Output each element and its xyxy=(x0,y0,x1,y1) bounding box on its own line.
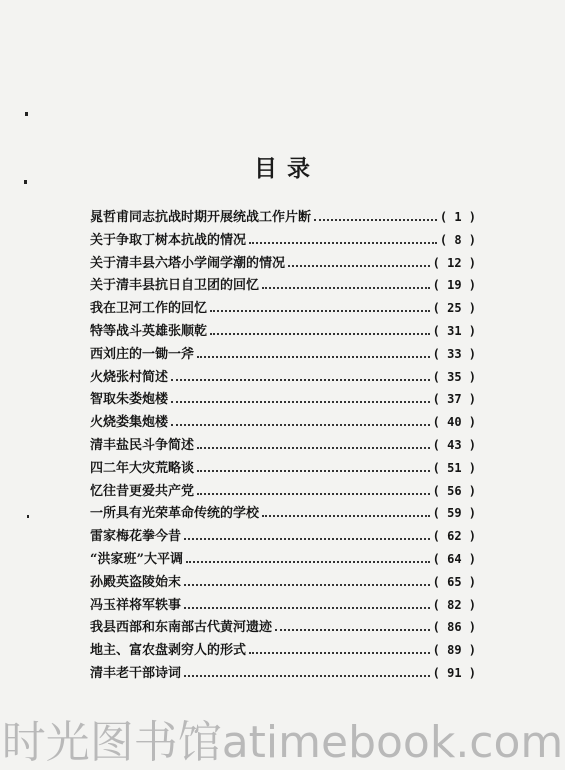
toc-entry-title: 火烧张村简述 xyxy=(90,369,169,385)
toc-entry xyxy=(90,411,476,434)
toc-entry-page-number: ( 91 ) xyxy=(432,665,476,680)
dot-leader xyxy=(275,629,430,631)
dot-leader xyxy=(171,379,430,381)
toc-entry xyxy=(90,343,476,366)
toc-entry-title: 一所具有光荣革命传统的学校 xyxy=(90,506,260,522)
dot-leader xyxy=(210,333,430,335)
dot-leader xyxy=(186,561,430,563)
toc-entry xyxy=(90,366,476,389)
toc-entry-page-number: ( 86 ) xyxy=(432,620,476,635)
dot-leader xyxy=(288,265,430,267)
dot-leader xyxy=(171,401,430,403)
toc-entry xyxy=(90,434,476,457)
dot-leader xyxy=(262,515,430,517)
toc-entry-page-number: ( 37 ) xyxy=(432,392,476,407)
toc-entry-title: 我在卫河工作的回忆 xyxy=(90,301,208,317)
toc-entry-page-number: ( 12 ) xyxy=(432,255,476,270)
toc-entry xyxy=(90,320,476,343)
toc-entry xyxy=(90,206,476,229)
toc-entry-page-number: ( 40 ) xyxy=(432,415,476,430)
toc-entry-title: 关于清丰县抗日自卫团的回忆 xyxy=(90,278,260,294)
toc-entry xyxy=(90,639,476,662)
toc-entry-title: 忆往昔更爱共产党 xyxy=(90,483,195,499)
toc-entry-title: 我县西部和东南部古代黄河遗迹 xyxy=(90,620,273,636)
toc-entry xyxy=(90,229,476,252)
dot-leader xyxy=(197,356,430,358)
toc-entry-page-number: ( 64 ) xyxy=(432,551,476,566)
toc-entry-title: 清丰老干部诗词 xyxy=(90,665,182,681)
toc-entry-page-number: ( 51 ) xyxy=(432,460,476,475)
page-title: 目 录 xyxy=(253,155,311,182)
toc-entry-page-number: ( 82 ) xyxy=(432,597,476,612)
dot-leader xyxy=(197,493,430,495)
toc-entry-title: 西刘庄的一锄一斧 xyxy=(90,346,195,362)
scan-speck xyxy=(27,515,29,518)
dot-leader xyxy=(262,287,430,289)
toc-entry-title: 清丰盐民斗争简述 xyxy=(90,437,195,453)
dot-leader xyxy=(197,447,430,449)
toc-entry-page-number: ( 31 ) xyxy=(432,323,476,338)
dot-leader xyxy=(197,470,430,472)
dot-leader xyxy=(249,242,437,244)
dot-leader xyxy=(171,424,430,426)
dot-leader xyxy=(184,538,430,540)
toc-entry-title: 地主、富农盘剥穷人的形式 xyxy=(90,643,247,659)
toc-entry-title: 冯玉祥将军轶事 xyxy=(90,597,182,613)
toc-entry xyxy=(90,274,476,297)
dot-leader xyxy=(210,310,430,312)
toc-entry-title: 四二年大灾荒略谈 xyxy=(90,460,195,476)
toc-entry xyxy=(90,571,476,594)
toc-entry xyxy=(90,388,476,411)
table-of-contents xyxy=(90,206,476,685)
dot-leader xyxy=(249,652,430,654)
toc-entry-page-number: ( 19 ) xyxy=(432,278,476,293)
toc-entry xyxy=(90,502,476,525)
toc-entry-page-number: ( 1 ) xyxy=(439,210,476,224)
toc-entry-page-number: ( 8 ) xyxy=(439,232,476,247)
toc-entry xyxy=(90,480,476,503)
toc-entry xyxy=(90,525,476,548)
toc-entry-page-number: ( 35 ) xyxy=(432,369,476,384)
toc-entry xyxy=(90,616,476,639)
scan-speck xyxy=(25,112,28,116)
toc-entry-page-number: ( 43 ) xyxy=(432,437,476,452)
toc-entry-page-number: ( 56 ) xyxy=(432,483,476,498)
toc-entry-title: 孙殿英盗陵始末 xyxy=(90,574,182,590)
toc-entry-title: “洪家班”大平调 xyxy=(90,551,183,567)
toc-entry-title: 智取朱娄炮楼 xyxy=(90,392,169,408)
watermark-text: 时光图书馆atimebook.com xyxy=(1,717,564,768)
toc-entry-title: 雷家梅花拳今昔 xyxy=(90,529,182,545)
toc-entry-page-number: ( 25 ) xyxy=(432,301,476,316)
toc-entry xyxy=(90,594,476,617)
dot-leader xyxy=(184,675,430,677)
toc-entry-page-number: ( 65 ) xyxy=(432,574,476,589)
toc-entry-title: 特等战斗英雄张顺乾 xyxy=(90,323,208,339)
toc-entry-page-number: ( 62 ) xyxy=(432,529,476,544)
toc-entry-title: 关于争取丁树本抗战的情况 xyxy=(90,232,247,248)
toc-entry-title: 晁哲甫同志抗战时期开展统战工作片断 xyxy=(90,210,312,225)
toc-entry-page-number: ( 59 ) xyxy=(432,506,476,521)
toc-entry xyxy=(90,457,476,480)
toc-entry-page-number: ( 33 ) xyxy=(432,346,476,361)
toc-entry-title: 关于清丰县六塔小学闹学潮的情况 xyxy=(90,255,286,271)
dot-leader xyxy=(184,607,430,609)
toc-entry-page-number: ( 89 ) xyxy=(432,643,476,658)
toc-entry xyxy=(90,548,476,571)
toc-entry xyxy=(90,297,476,320)
toc-entry-title: 火烧娄集炮楼 xyxy=(90,415,169,431)
dot-leader xyxy=(184,584,430,586)
dot-leader xyxy=(314,219,437,221)
toc-entry xyxy=(90,662,476,685)
toc-entry xyxy=(90,252,476,275)
